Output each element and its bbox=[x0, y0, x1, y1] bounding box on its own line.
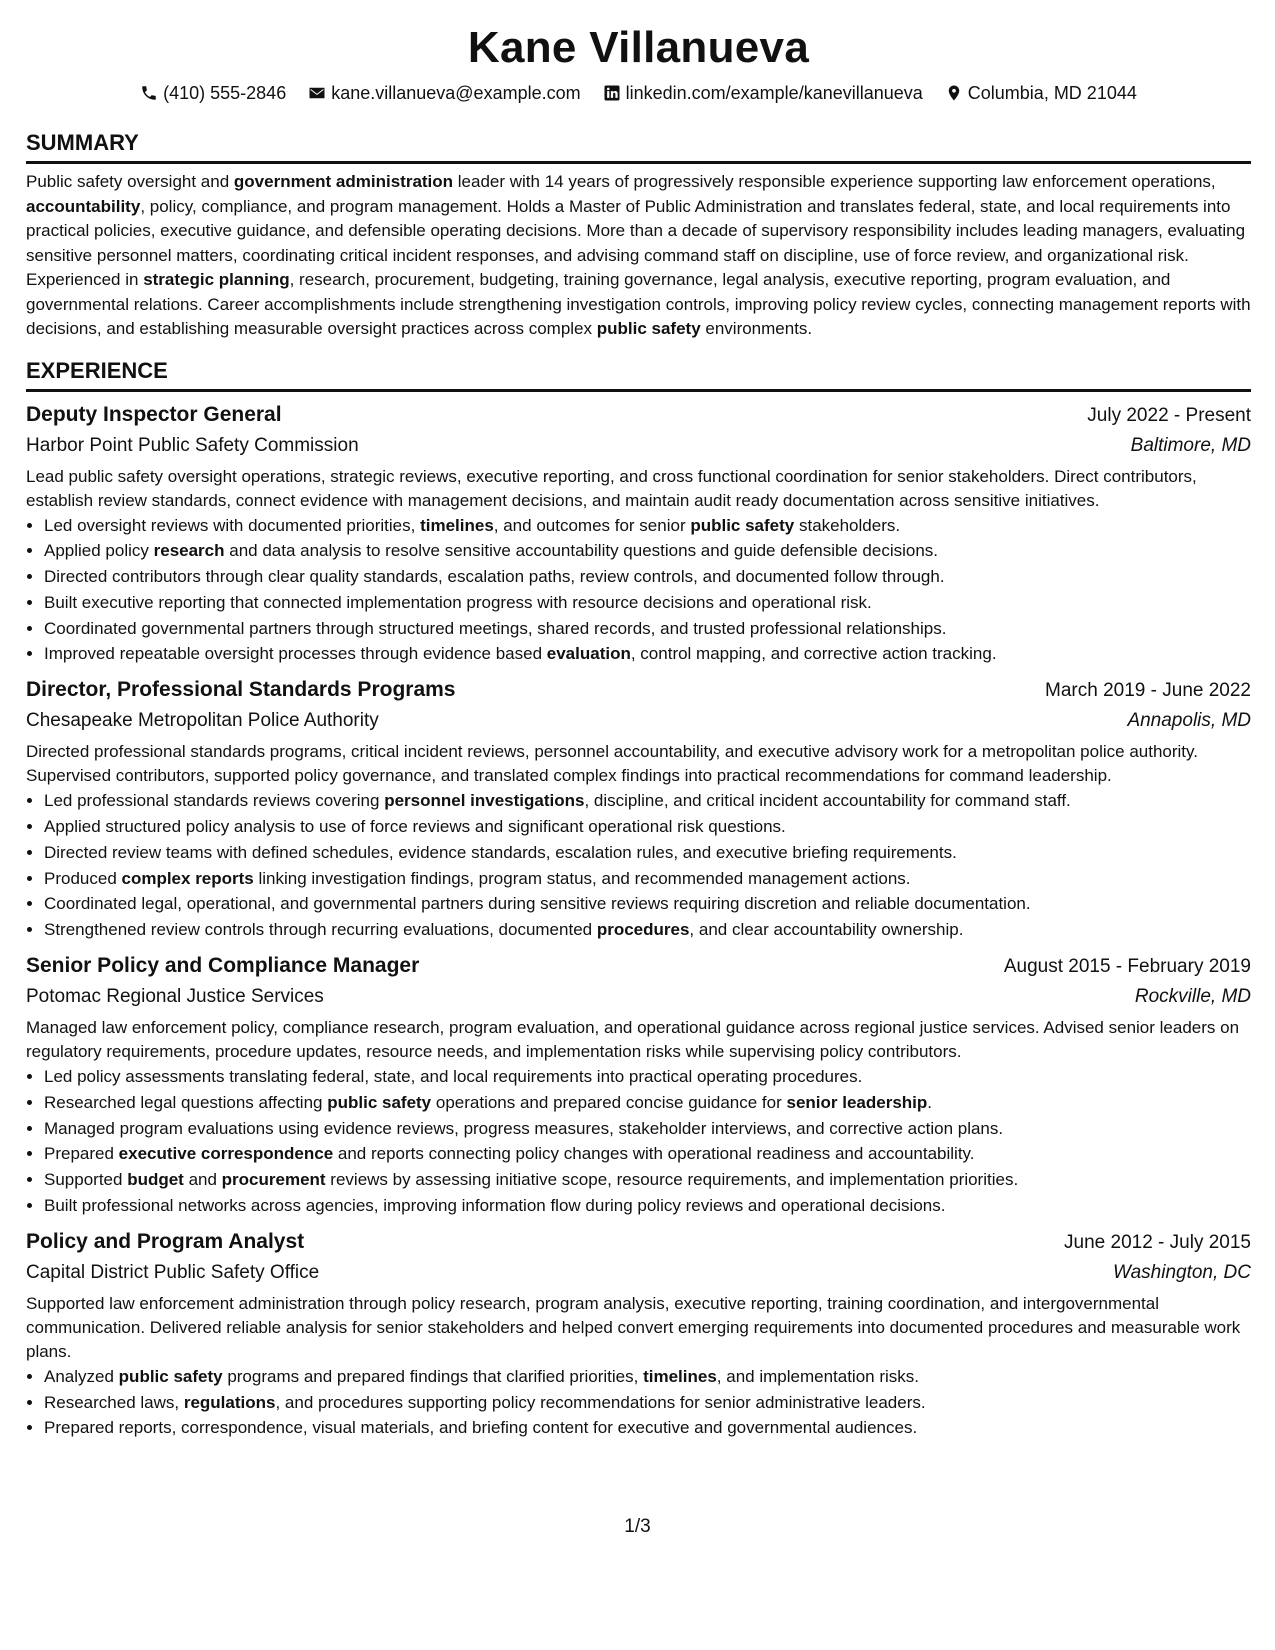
job-company-row bbox=[26, 706, 1251, 736]
text-run: and reports connecting policy changes with operational readiness and accountability. bbox=[333, 1144, 975, 1164]
text-run: environments. bbox=[700, 319, 813, 338]
job-bullet bbox=[44, 1141, 1251, 1167]
job-company: Potomac Regional Justice Services bbox=[26, 986, 324, 1008]
summary-heading: SUMMARY bbox=[26, 128, 1251, 164]
contact-linkedin[interactable] bbox=[603, 80, 923, 106]
text-run: Applied policy bbox=[44, 541, 154, 561]
text-run: Public safety oversight and bbox=[26, 172, 234, 191]
bold-keyword: public safety bbox=[327, 1092, 432, 1112]
contact-phone[interactable] bbox=[140, 80, 286, 106]
text-run: Coordinated legal, operational, and governmental partners during sensitive reviews requiring discretion and reliable documentation. bbox=[44, 894, 1031, 914]
phone-text: (410) 555-2846 bbox=[163, 83, 287, 103]
text-run: Researched laws, bbox=[44, 1392, 184, 1412]
contact-bar bbox=[26, 80, 1251, 106]
job-entry bbox=[26, 1227, 1251, 1441]
text-run: , policy, compliance, and program management. Holds a Master of Public Administration and translates federal, state, and local requirements into practical policies, executive guidance, and defensible operating decisions. More than a decade of supervisory responsibility includes leading managers, evaluating sensitive personnel matters, coordinating critical incident responses, and advising command staff on discipline, use of force review, and organizational risk. Experienced in bbox=[26, 196, 1246, 289]
job-bullet bbox=[44, 1364, 1251, 1390]
job-title: Senior Policy and Compliance Manager bbox=[26, 954, 420, 978]
text-run: , and outcomes for senior bbox=[493, 515, 691, 535]
text-run: Strengthened review controls through recurring evaluations, documented bbox=[44, 920, 597, 940]
job-bullet bbox=[44, 917, 1251, 943]
job-bullet-list bbox=[26, 1064, 1251, 1219]
bold-keyword: procedures bbox=[596, 920, 690, 940]
text-run: . bbox=[927, 1092, 933, 1112]
job-bullet bbox=[44, 1193, 1251, 1219]
job-location: Washington, DC bbox=[1113, 1261, 1251, 1283]
job-company-row bbox=[26, 1258, 1251, 1288]
job-bullet bbox=[44, 866, 1251, 892]
linkedin-icon bbox=[603, 84, 621, 102]
text-run: , and implementation risks. bbox=[716, 1366, 919, 1386]
text-run: , research, procurement, budgeting, training governance, legal analysis, executive reporting, program evaluation, and governmental relations. Career accomplishments include strengthening investigation controls, improving policy review cycles, connecting management reports with decisions, and establishing measurable oversight practices across complex bbox=[26, 270, 1251, 338]
job-company: Chesapeake Metropolitan Police Authority bbox=[26, 710, 379, 732]
job-title-row bbox=[26, 951, 1251, 982]
contact-email[interactable] bbox=[308, 80, 580, 106]
job-bullet-list bbox=[26, 788, 1251, 943]
job-summary: Lead public safety oversight operations, strategic reviews, executive reporting, and cross functional coordination for senior stakeholders. Direct contributors, establish review standards, connect evidence with management decisions, and maintain audit ready documentation across sensitive initiatives. bbox=[26, 466, 1197, 510]
contact-location bbox=[945, 80, 1137, 106]
job-dates: June 2012 - July 2015 bbox=[1064, 1231, 1251, 1253]
text-run: Analyzed bbox=[44, 1366, 119, 1386]
job-bullet bbox=[44, 1167, 1251, 1193]
job-company: Capital District Public Safety Office bbox=[26, 1261, 320, 1283]
bold-keyword: evaluation bbox=[546, 644, 631, 664]
text-run: Improved repeatable oversight processes through evidence based bbox=[44, 644, 547, 664]
text-run: operations and prepared concise guidance for bbox=[431, 1092, 787, 1112]
job-bullet-list bbox=[26, 1364, 1251, 1441]
text-run: , and clear accountability ownership. bbox=[689, 920, 964, 940]
job-company-row bbox=[26, 982, 1251, 1012]
job-title-row bbox=[26, 1227, 1251, 1258]
text-run: Led oversight reviews with documented priorities, bbox=[44, 515, 421, 535]
job-bullet bbox=[44, 1064, 1251, 1090]
text-run: , discipline, and critical incident accountability for command staff. bbox=[584, 791, 1071, 811]
experience-heading: EXPERIENCE bbox=[26, 356, 1251, 392]
job-bullet bbox=[44, 1390, 1251, 1416]
text-run: linking investigation findings, program status, and recommended management actions. bbox=[253, 868, 911, 888]
text-run: Prepared bbox=[44, 1144, 119, 1164]
text-run: programs and prepared findings that clarified priorities, bbox=[222, 1366, 644, 1386]
job-title-row bbox=[26, 675, 1251, 706]
job-entry bbox=[26, 951, 1251, 1219]
job-bullet bbox=[44, 814, 1251, 840]
job-title: Deputy Inspector General bbox=[26, 402, 282, 426]
bold-keyword: public safety bbox=[690, 515, 795, 535]
bold-keyword: timelines bbox=[420, 515, 494, 535]
bold-keyword: complex reports bbox=[121, 868, 254, 888]
job-location: Baltimore, MD bbox=[1130, 434, 1251, 456]
map-pin-icon bbox=[945, 84, 963, 102]
envelope-icon bbox=[308, 84, 326, 102]
phone-icon bbox=[140, 84, 158, 102]
job-bullet bbox=[44, 1116, 1251, 1142]
text-run: and bbox=[183, 1170, 222, 1190]
text-run: leader with 14 years of progressively responsible experience supporting law enforcement operations, bbox=[453, 172, 1216, 191]
job-summary: Directed professional standards programs, critical incident reviews, personnel accountability, and executive advisory work for a metropolitan police authority. Supervised contributors, supported policy governance, and translated complex findings into practical recommendations for command leadership. bbox=[26, 742, 1198, 786]
bold-keyword: executive correspondence bbox=[118, 1144, 334, 1164]
text-run: Supported bbox=[44, 1170, 128, 1190]
text-run: reviews by assessing initiative scope, resource requirements, and implementation priorities. bbox=[325, 1170, 1019, 1190]
text-run: Coordinated governmental partners through structured meetings, shared records, and trusted professional relationships. bbox=[44, 618, 947, 638]
resume-page bbox=[26, 0, 1251, 1441]
job-dates: August 2015 - February 2019 bbox=[1003, 956, 1251, 978]
text-run: Led professional standards reviews covering bbox=[44, 791, 385, 811]
bold-keyword: budget bbox=[127, 1170, 184, 1190]
linkedin-text: linkedin.com/example/kanevillanueva bbox=[625, 83, 923, 103]
job-bullet bbox=[44, 1415, 1251, 1441]
text-run: Directed review teams with defined schedules, evidence standards, escalation rules, and executive briefing requirements. bbox=[44, 842, 957, 862]
job-summary: Managed law enforcement policy, compliance research, program evaluation, and operational guidance across regional justice services. Advised senior leaders on regulatory requirements, procedure updates, resource needs, and implementation risks while supervising policy contributors. bbox=[26, 1018, 1240, 1062]
job-bullet bbox=[44, 788, 1251, 814]
text-run: Directed contributors through clear quality standards, escalation paths, review controls, and documented follow through. bbox=[44, 567, 945, 587]
job-bullet bbox=[44, 616, 1251, 642]
email-text: kane.villanueva@example.com bbox=[331, 83, 581, 103]
job-bullet bbox=[44, 641, 1251, 667]
job-location: Annapolis, MD bbox=[1127, 710, 1251, 732]
job-location: Rockville, MD bbox=[1134, 986, 1251, 1008]
text-run: Managed program evaluations using evidence reviews, progress measures, stakeholder interviews, and corrective action plans. bbox=[44, 1118, 1004, 1138]
text-run: Led policy assessments translating federal, state, and local requirements into practical operating procedures. bbox=[44, 1067, 863, 1087]
text-run: and data analysis to resolve sensitive accountability questions and guide defensible decisions. bbox=[224, 541, 939, 561]
text-run: Built professional networks across agencies, improving information flow during policy reviews and operational decisions. bbox=[44, 1196, 946, 1216]
job-bullet bbox=[44, 840, 1251, 866]
job-bullet bbox=[44, 513, 1251, 539]
text-run: Prepared reports, correspondence, visual materials, and briefing content for executive and governmental audiences. bbox=[44, 1418, 918, 1438]
text-run: Researched legal questions affecting bbox=[44, 1092, 328, 1112]
job-entry bbox=[26, 400, 1251, 668]
text-run: stakeholders. bbox=[794, 515, 901, 535]
bold-keyword: public safety bbox=[118, 1366, 223, 1386]
job-bullet bbox=[44, 538, 1251, 564]
job-summary: Supported law enforcement administration through policy research, program analysis, executive reporting, training coordination, and intergovernmental communication. Delivered reliable analysis for senior stakeholders and helped convert emerging requirements into documented procedures and measurable work plans. bbox=[26, 1293, 1241, 1361]
text-run: Built executive reporting that connected implementation progress with resource decisions and operational risk. bbox=[44, 592, 872, 612]
bold-keyword: senior leadership bbox=[786, 1092, 928, 1112]
bold-keyword: procurement bbox=[221, 1170, 326, 1190]
location-text: Columbia, MD 21044 bbox=[967, 83, 1137, 103]
candidate-name: Kane Villanueva bbox=[467, 23, 810, 72]
bold-keyword: timelines bbox=[643, 1366, 717, 1386]
bold-keyword: personnel investigations bbox=[384, 791, 585, 811]
bold-keyword: strategic planning bbox=[143, 270, 290, 289]
bold-keyword: government administration bbox=[233, 172, 454, 191]
bold-keyword: research bbox=[153, 541, 225, 561]
bold-keyword: accountability bbox=[26, 196, 141, 216]
job-title: Policy and Program Analyst bbox=[26, 1229, 305, 1253]
job-bullet bbox=[44, 1090, 1251, 1116]
bold-keyword: public safety bbox=[596, 319, 701, 338]
text-run: Produced bbox=[44, 868, 122, 888]
job-dates: July 2022 - Present bbox=[1087, 404, 1251, 426]
summary-paragraph bbox=[26, 170, 1251, 342]
text-run: , and procedures supporting policy recommendations for senior administrative leaders. bbox=[275, 1392, 926, 1412]
job-company-row bbox=[26, 431, 1251, 461]
experience-list bbox=[26, 400, 1251, 1442]
text-run: , control mapping, and corrective action tracking. bbox=[630, 644, 997, 664]
job-entry bbox=[26, 675, 1251, 943]
job-bullet bbox=[44, 590, 1251, 616]
text-run: Applied structured policy analysis to use of force reviews and significant operational risk questions. bbox=[44, 817, 786, 837]
job-title: Director, Professional Standards Programs bbox=[26, 678, 456, 702]
job-company: Harbor Point Public Safety Commission bbox=[26, 434, 359, 456]
job-title-row bbox=[26, 400, 1251, 431]
page-number: 1/3 bbox=[624, 1516, 651, 1537]
job-bullet bbox=[44, 564, 1251, 590]
job-bullet-list bbox=[26, 513, 1251, 668]
bold-keyword: regulations bbox=[183, 1392, 276, 1412]
job-bullet bbox=[44, 891, 1251, 917]
job-dates: March 2019 - June 2022 bbox=[1045, 680, 1251, 702]
